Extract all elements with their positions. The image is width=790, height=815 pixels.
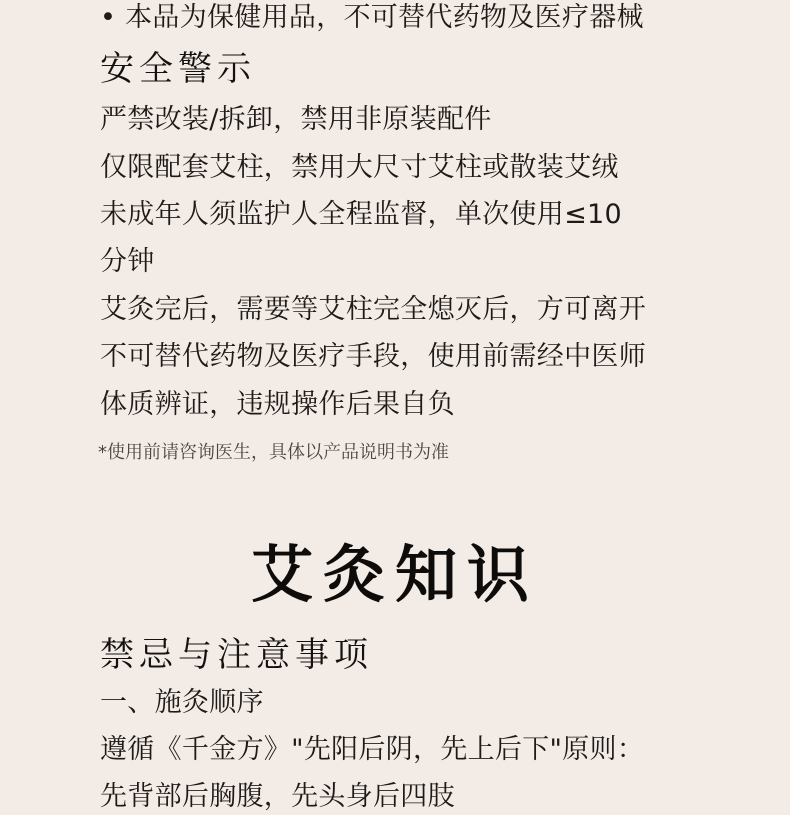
safety-line-6: 不可替代药物及医疗手段，使用前需经中医师 — [100, 341, 646, 372]
moxibustion-knowledge-title: 艾灸知识 — [250, 538, 539, 611]
knowledge-line-2: 遵循《千金方》"先阳后阴，先上后下"原则： — [100, 734, 645, 765]
knowledge-line-1: 一、施灸顺序 — [100, 687, 264, 718]
contraindications-heading: 禁忌与注意事项 — [100, 635, 373, 675]
consult-doctor-note: *使用前请咨询医生，具体以产品说明书为准 — [98, 442, 449, 463]
safety-line-2: 仅限配套艾柱，禁用大尺寸艾柱或散装艾绒 — [100, 152, 619, 183]
safety-line-5: 艾灸完后，需要等艾柱完全熄灭后，方可离开 — [100, 294, 646, 325]
safety-line-1: 严禁改装/拆卸，禁用非原装配件 — [100, 104, 492, 135]
bullet-health-product-notice: • 本品为保健用品，不可替代药物及医疗器械 — [100, 2, 644, 33]
safety-line-7: 体质辨证，违规操作后果自负 — [100, 389, 455, 420]
safety-line-3: 未成年人须监护人全程监督，单次使用≤10 — [100, 199, 622, 230]
knowledge-line-3: 先背部后胸腹，先头身后四肢 — [100, 781, 455, 812]
safety-warning-heading: 安全警示 — [100, 49, 256, 89]
safety-line-4: 分钟 — [100, 246, 155, 277]
